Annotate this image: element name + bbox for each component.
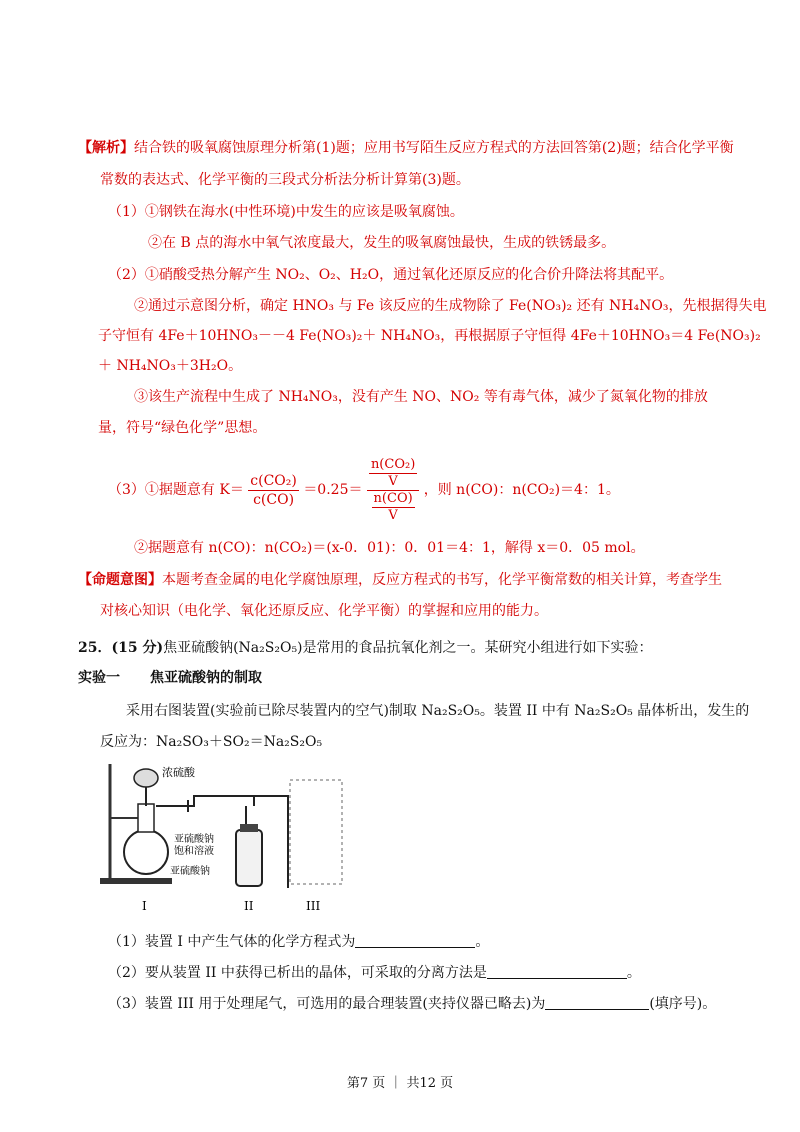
intent-label: 【命题意图】 [78, 572, 162, 588]
fraction-moles-bottom-denominator: V [372, 507, 415, 524]
analysis-p3-formula [108, 452, 620, 528]
question-stem-line [78, 638, 653, 658]
analysis-p3-b: ②据题意有 n(CO)：n(CO₂)＝(x-0．01)：0．01＝4：1，解得 x＝0．05 mol。 [134, 540, 645, 556]
answer-blank-1[interactable] [355, 933, 475, 948]
formula-prefix: （3）①据题意有 K＝ [108, 482, 244, 498]
fraction-concentration-denominator: c(CO) [248, 490, 299, 509]
fraction-moles-numerator [367, 457, 419, 490]
label-sulfite: 亚硫酸钠 [170, 866, 210, 877]
analysis-line-1 [78, 138, 734, 158]
analysis-intro-2: 常数的表达式、化学平衡的三段式分析法分析计算第(3)题。 [100, 172, 470, 188]
sub-question-3 [108, 994, 716, 1014]
analysis-label: 【解析】 [78, 140, 134, 156]
analysis-p2-f: 量，符号“绿色化学”思想。 [98, 420, 267, 436]
analysis-p2-d: ＋ NH₄NO₃＋3H₂O。 [98, 358, 243, 374]
fraction-moles-top [369, 457, 417, 490]
bottle-II [236, 830, 262, 886]
experiment-label: 实验一 [78, 670, 120, 686]
label-solution-2: 饱和溶液 [174, 846, 214, 857]
sub-question-3-text: （3）装置 III 用于处理尾气，可选用的最合理装置(夹持仪器已略去)为 [108, 996, 546, 1012]
formula-suffix: ，则 n(CO)：n(CO₂)＝4：1。 [423, 482, 620, 498]
sub-question-2 [108, 963, 641, 983]
label-II: II [244, 899, 254, 913]
sub-question-1-text: （1）装置 I 中产生气体的化学方程式为 [108, 934, 356, 950]
analysis-p2-b: ②通过示意图分析，确定 HNO₃ 与 Fe 该反应的生成物除了 Fe(NO₃)₂ 还有 NH₄NO₃，先根据得失电 [134, 298, 767, 314]
analysis-p2-c: 子守恒有 4Fe＋10HNO₃－－4 Fe(NO₃)₂＋ NH₄NO₃，再根据原子守恒得 4Fe＋10HNO₃＝4 Fe(NO₃)₂ [98, 328, 761, 344]
fraction-moles-top-denominator: V [369, 473, 417, 490]
flask-I [124, 830, 168, 874]
formula-mid: ＝0.25＝ [303, 482, 363, 498]
box-III [290, 780, 342, 884]
fraction-moles-top-numerator: n(CO₂) [370, 456, 416, 472]
question-number: 25．(15 分) [78, 640, 164, 656]
apparatus-diagram [98, 760, 358, 920]
funnel [134, 769, 158, 787]
fraction-concentration-numerator: c(CO₂) [250, 472, 297, 489]
experiment-heading [78, 668, 262, 688]
analysis-p1-b: ②在 B 点的海水中氧气浓度最大，发生的吸氧腐蚀最快，生成的铁锈最多。 [148, 235, 616, 251]
sub-question-1 [108, 932, 489, 952]
analysis-intro-1: 结合铁的吸氧腐蚀原理分析第(1)题；应用书写陌生反应方程式的方法回答第(2)题；结合化学平衡 [134, 140, 734, 156]
bottle-II-stopper [240, 824, 258, 832]
fraction-moles [367, 457, 419, 524]
fraction-moles-bottom-numerator: n(CO) [373, 490, 413, 506]
label-acid: 浓硫酸 [162, 766, 195, 779]
answer-blank-3[interactable] [545, 995, 649, 1010]
flask-I-neck [138, 804, 154, 832]
fraction-moles-bottom [372, 491, 415, 524]
label-III: III [306, 899, 321, 913]
fraction-concentration [248, 472, 299, 509]
question-desc-2: 反应为：Na₂SO₃＋SO₂＝Na₂S₂O₅ [100, 734, 323, 750]
question-stem: 焦亚硫酸钠(Na₂S₂O₅)是常用的食品抗氧化剂之一。某研究小组进行如下实验： [163, 640, 653, 656]
sub-question-1-end: 。 [475, 934, 490, 950]
fraction-moles-denominator [367, 490, 419, 524]
intent-line-2: 对核心知识（电化学、氧化还原反应、化学平衡）的掌握和应用的能力。 [100, 603, 548, 619]
intent-line-1 [78, 570, 722, 590]
sub-question-2-text: （2）要从装置 II 中获得已析出的晶体，可采取的分离方法是 [108, 965, 487, 981]
experiment-title: 焦亚硫酸钠的制取 [150, 670, 262, 686]
label-solution-1: 亚硫酸钠 [174, 834, 214, 845]
analysis-p2-a: （2）①硝酸受热分解产生 NO₂、O₂、H₂O，通过氧化还原反应的化合价升降法将其配平。 [108, 267, 674, 283]
label-I: I [142, 899, 147, 913]
answer-blank-2[interactable] [487, 964, 627, 979]
apparatus-svg [98, 760, 358, 920]
intent-text-1: 本题考查金属的电化学腐蚀原理，反应方程式的书写，化学平衡常数的相关计算，考查学生 [162, 572, 722, 588]
analysis-p2-e: ③该生产流程中生成了 NH₄NO₃，没有产生 NO、NO₂ 等有毒气体，减少了氮氧化物的排放 [134, 389, 708, 405]
analysis-p1-a: （1）①钢铁在海水(中性环境)中发生的应该是吸氧腐蚀。 [108, 204, 464, 220]
page-footer: 第7 页 ｜ 共12 页 [346, 1076, 454, 1091]
question-desc-1: 采用右图装置(实验前已除尽装置内的空气)制取 Na₂S₂O₅。装置 II 中有 Na₂S₂O₅ 晶体析出，发生的 [126, 703, 750, 719]
sub-question-3-end: (填序号)。 [649, 996, 717, 1012]
stand-base [100, 878, 172, 884]
sub-question-2-end: 。 [626, 965, 641, 981]
